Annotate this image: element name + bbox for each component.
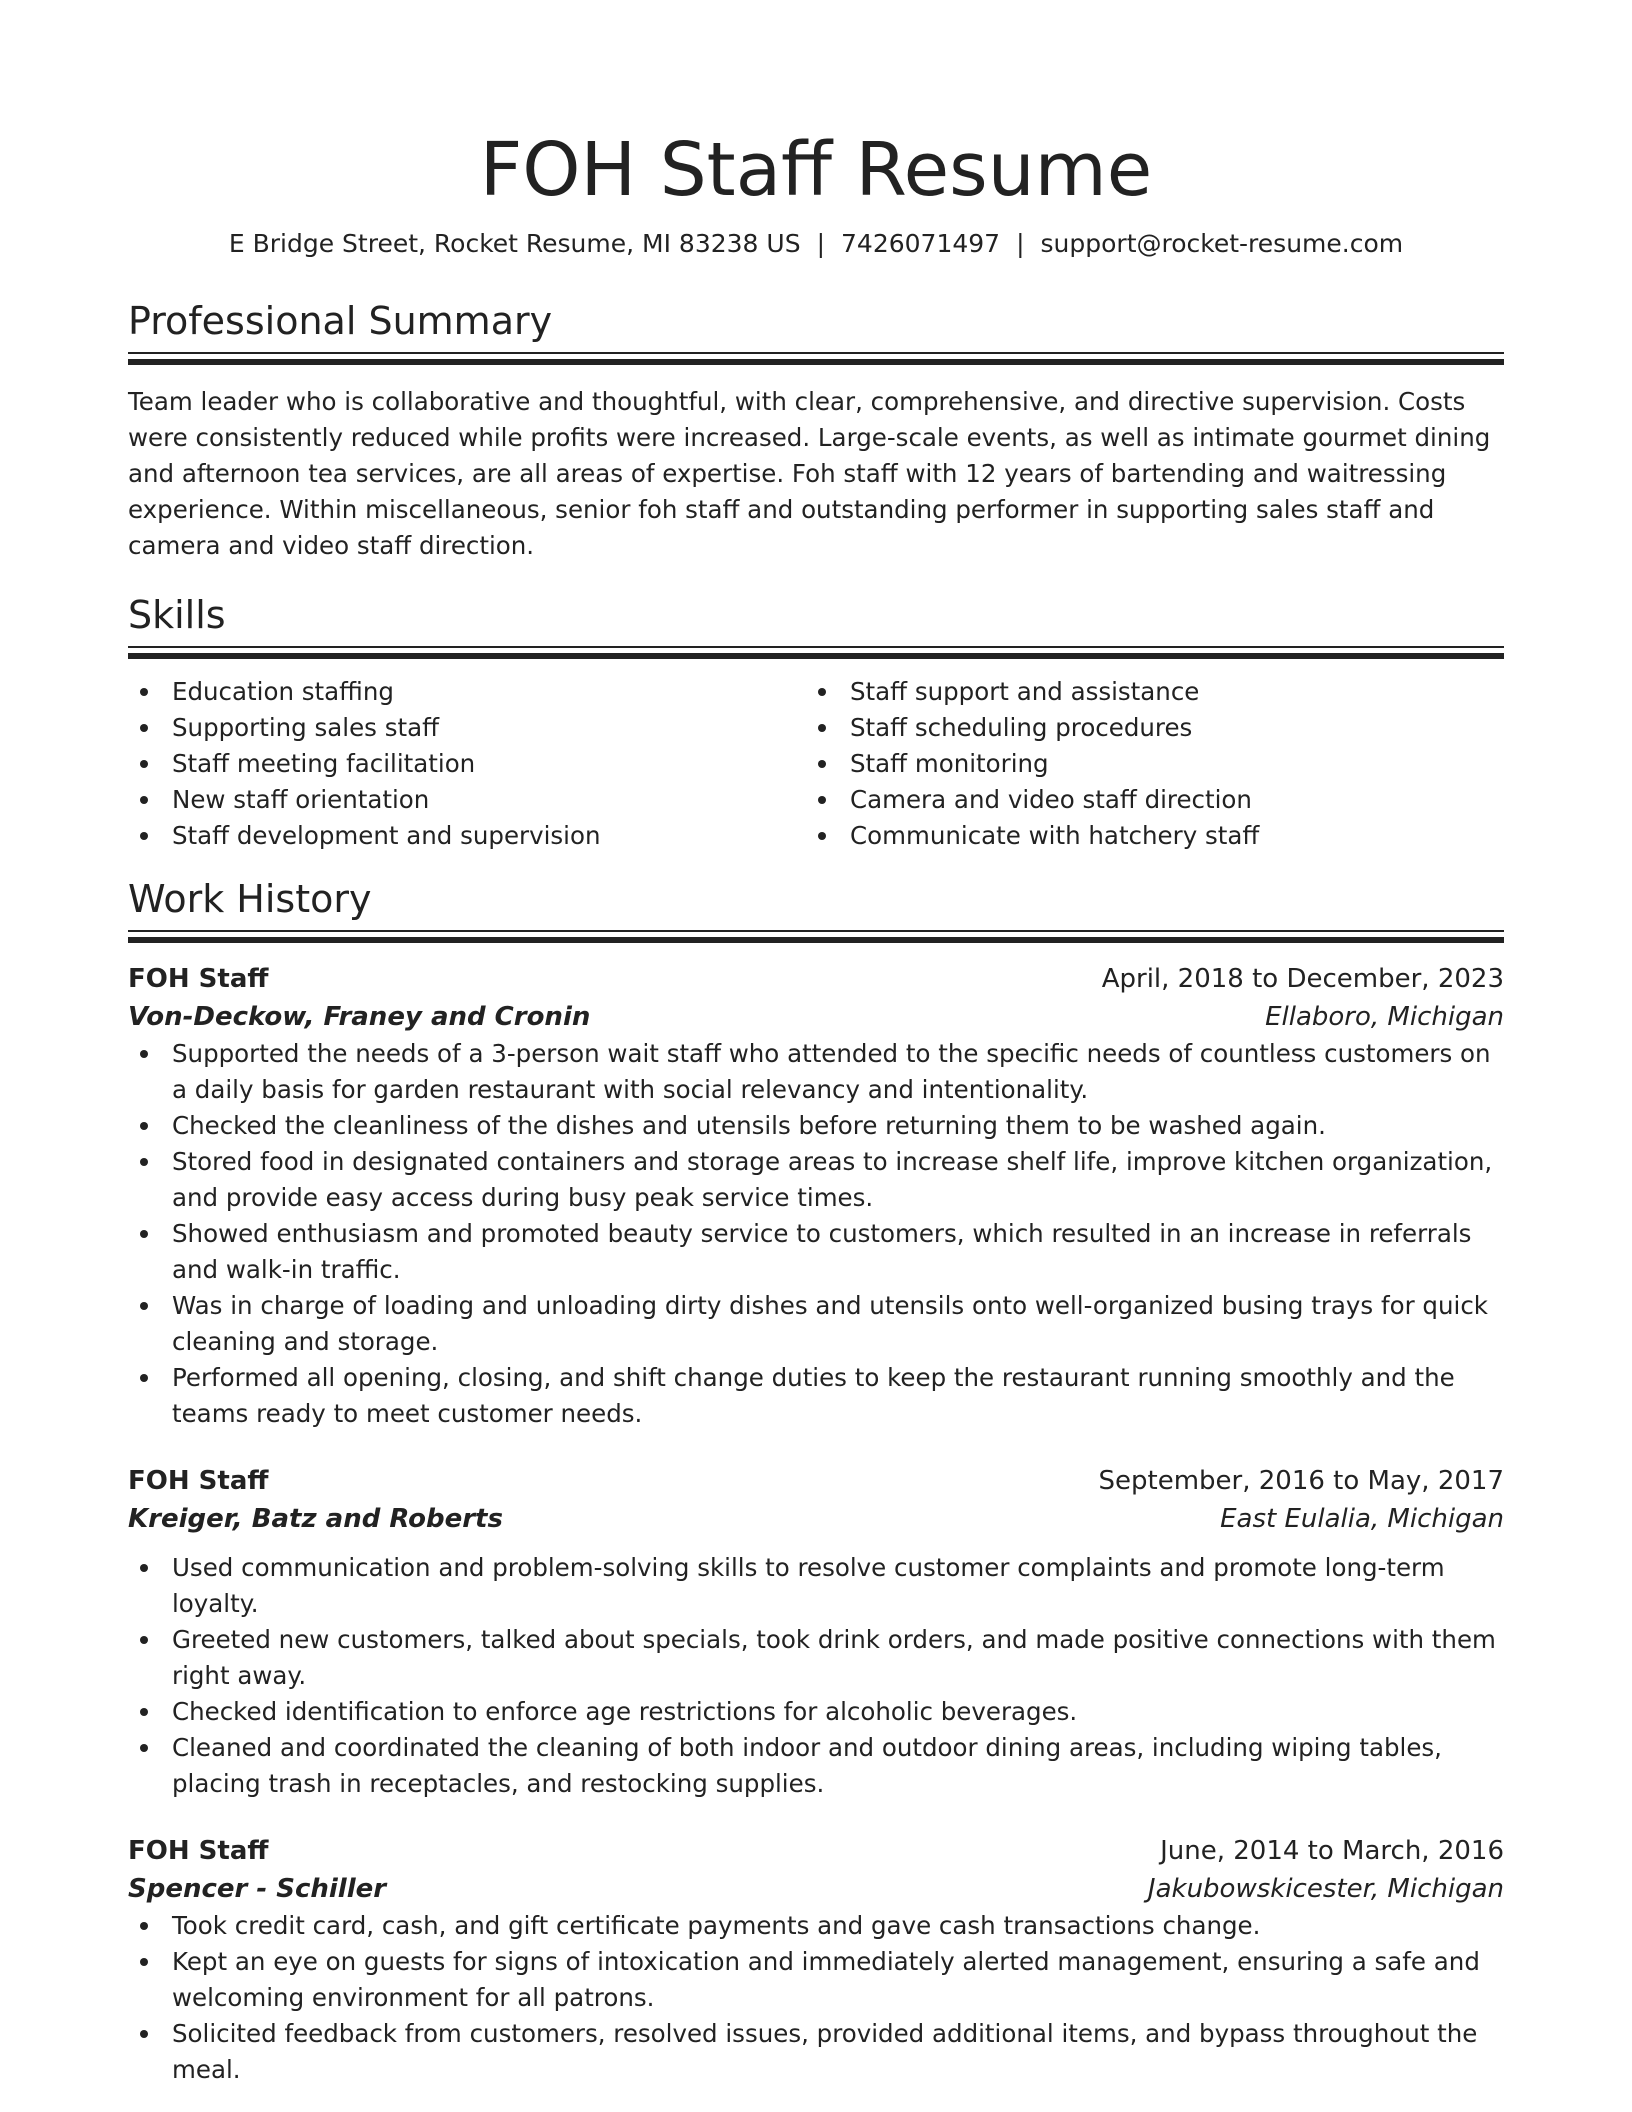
- skill-item: [806, 782, 1484, 818]
- job-bullet: [128, 1944, 1504, 2016]
- work-section: [128, 874, 1504, 2088]
- bullet-icon: [818, 832, 826, 840]
- skill-item-text: New staff orientation: [172, 785, 430, 814]
- job-entry: [128, 1832, 1504, 2088]
- job-bullet: [128, 1550, 1504, 1622]
- job-header: [128, 1832, 1504, 1870]
- section-divider: [128, 646, 1504, 660]
- bullet-icon: [140, 688, 148, 696]
- bullet-icon: [140, 1636, 148, 1644]
- job-subheader: [128, 1500, 1504, 1538]
- job-location: Jakubowskicester, Michigan: [1147, 1874, 1504, 1904]
- job-bullet-text: Kept an eye on guests for signs of intoxication and immediately alerted management, ensuring a safe and welcoming environment for all patrons.: [172, 1947, 1480, 2012]
- skill-item: [806, 710, 1484, 746]
- job-bullet: [128, 1622, 1504, 1694]
- skill-item-text: Supporting sales staff: [172, 713, 439, 742]
- bullet-icon: [140, 1958, 148, 1966]
- skill-item-text: Staff development and supervision: [172, 821, 601, 850]
- section-divider: [128, 930, 1504, 944]
- job-subheader: [128, 998, 1504, 1036]
- job-title: FOH Staff: [128, 964, 269, 994]
- bullet-icon: [140, 1230, 148, 1238]
- job-bullet: [128, 2016, 1504, 2088]
- job-header: [128, 1462, 1504, 1500]
- contact-line: [128, 224, 1504, 264]
- job-company: Kreiger, Batz and Roberts: [128, 1504, 503, 1534]
- bullet-icon: [140, 1564, 148, 1572]
- bullet-icon: [140, 1122, 148, 1130]
- skills-section: [128, 590, 1504, 854]
- bullet-icon: [140, 1302, 148, 1310]
- job-dates: June, 2014 to March, 2016: [1160, 1836, 1504, 1866]
- bullet-icon: [140, 1744, 148, 1752]
- contact-phone: 7426071497: [841, 229, 1001, 258]
- job-title: FOH Staff: [128, 1466, 269, 1496]
- skills-list-right: [806, 674, 1484, 854]
- job-subheader: [128, 1870, 1504, 1908]
- bullet-icon: [140, 1922, 148, 1930]
- bullet-icon: [818, 688, 826, 696]
- skill-item: [128, 746, 806, 782]
- bullet-icon: [140, 1374, 148, 1382]
- skill-item-text: Staff support and assistance: [850, 677, 1200, 706]
- skills-columns: [128, 674, 1504, 854]
- resume-page: [128, 0, 1504, 2088]
- job-bullet-text: Cleaned and coordinated the cleaning of both indoor and outdoor dining areas, including wiping tables, placing trash in receptacles, and restocking supplies.: [172, 1733, 1442, 1798]
- job-bullet-text: Took credit card, cash, and gift certificate payments and gave cash transactions change.: [172, 1911, 1261, 1940]
- job-bullet: [128, 1908, 1504, 1944]
- section-divider: [128, 352, 1504, 366]
- job-entry: [128, 1462, 1504, 1802]
- job-header: [128, 960, 1504, 998]
- bullet-icon: [140, 832, 148, 840]
- summary-section: [128, 296, 1504, 564]
- skill-item: [128, 710, 806, 746]
- job-bullets: [128, 1908, 1504, 2088]
- job-bullet: [128, 1216, 1504, 1288]
- skill-item: [806, 746, 1484, 782]
- bullet-icon: [140, 1708, 148, 1716]
- job-title: FOH Staff: [128, 1836, 269, 1866]
- job-bullets: [128, 1036, 1504, 1432]
- skill-item-text: Staff monitoring: [850, 749, 1049, 778]
- job-bullet: [128, 1694, 1504, 1730]
- skill-item: [128, 674, 806, 710]
- skill-item-text: Staff meeting facilitation: [172, 749, 476, 778]
- summary-text: Team leader who is collaborative and thoughtful, with clear, comprehensive, and directive supervision. Costs were consistently reduced while profits were increased. Large-scale events, as well as intimate gourmet dining and afternoon tea services, are all areas of expertise. Foh staff with 12 years of bartending and waitressing experience. Within miscellaneous, senior foh staff and outstanding performer in supporting sales staff and camera and video staff direction.: [128, 387, 1491, 560]
- job-bullet-text: Checked identification to enforce age restrictions for alcoholic beverages.: [172, 1697, 1078, 1726]
- job-bullet-text: Solicited feedback from customers, resolved issues, provided additional items, and bypass throughout the meal.: [172, 2019, 1478, 2084]
- job-bullet: [128, 1036, 1504, 1108]
- bullet-icon: [140, 796, 148, 804]
- job-bullet: [128, 1730, 1504, 1802]
- bullet-icon: [140, 760, 148, 768]
- skill-item-text: Camera and video staff direction: [850, 785, 1252, 814]
- bullet-icon: [818, 796, 826, 804]
- job-dates: April, 2018 to December, 2023: [1101, 964, 1504, 994]
- bullet-icon: [818, 760, 826, 768]
- skill-item: [806, 674, 1484, 710]
- job-entry: [128, 960, 1504, 1432]
- job-location: Ellaboro, Michigan: [1265, 1002, 1504, 1032]
- resume-title: FOH Staff Resume: [479, 127, 1153, 213]
- skill-item: [128, 782, 806, 818]
- job-bullet: [128, 1360, 1504, 1432]
- skill-item-text: Staff scheduling procedures: [850, 713, 1193, 742]
- job-bullet: [128, 1144, 1504, 1216]
- contact-address: E Bridge Street, Rocket Resume, MI 83238 US: [228, 229, 801, 258]
- job-bullet-text: Greeted new customers, talked about specials, took drink orders, and made positive connections with them right away.: [172, 1625, 1496, 1690]
- job-dates: September, 2016 to May, 2017: [1098, 1466, 1504, 1496]
- skill-item-text: Education staffing: [172, 677, 394, 706]
- job-bullet-text: Checked the cleanliness of the dishes and utensils before returning them to be washed again.: [172, 1111, 1326, 1140]
- section-heading-skills: Skills: [128, 593, 226, 637]
- bullet-icon: [140, 724, 148, 732]
- contact-separator: |: [816, 229, 826, 258]
- bullet-icon: [818, 724, 826, 732]
- bullet-icon: [140, 2030, 148, 2038]
- job-location: East Eulalia, Michigan: [1220, 1504, 1504, 1534]
- job-bullet-text: Was in charge of loading and unloading dirty dishes and utensils onto well-organized busing trays for quick cleaning and storage.: [172, 1291, 1488, 1356]
- skills-list-left: [128, 674, 806, 854]
- job-bullet-text: Supported the needs of a 3-person wait staff who attended to the specific needs of countless customers on a daily basis for garden restaurant with social relevancy and intentionality.: [172, 1039, 1491, 1104]
- job-bullet-text: Stored food in designated containers and storage areas to increase shelf life, improve kitchen organization, and provide easy access during busy peak service times.: [172, 1147, 1493, 1212]
- job-bullet-text: Performed all opening, closing, and shift change duties to keep the restaurant running smoothly and the teams ready to meet customer needs.: [172, 1363, 1455, 1428]
- job-bullet-text: Used communication and problem-solving skills to resolve customer complaints and promote long-term loyalty.: [172, 1553, 1445, 1618]
- bullet-icon: [140, 1050, 148, 1058]
- job-company: Spencer - Schiller: [128, 1874, 387, 1904]
- section-heading-work: Work History: [128, 877, 372, 921]
- job-bullet-text: Showed enthusiasm and promoted beauty service to customers, which resulted in an increase in referrals and walk-in traffic.: [172, 1219, 1472, 1284]
- skill-item: [806, 818, 1484, 854]
- skill-item: [128, 818, 806, 854]
- job-company: Von-Deckow, Franey and Cronin: [128, 1002, 591, 1032]
- contact-email[interactable]: support@rocket-resume.com: [1040, 229, 1404, 258]
- job-bullet: [128, 1108, 1504, 1144]
- bullet-icon: [140, 1158, 148, 1166]
- skill-item-text: Communicate with hatchery staff: [850, 821, 1260, 850]
- job-bullet: [128, 1288, 1504, 1360]
- section-heading-summary: Professional Summary: [128, 299, 553, 343]
- contact-separator: |: [1016, 229, 1025, 258]
- job-bullets: [128, 1550, 1504, 1802]
